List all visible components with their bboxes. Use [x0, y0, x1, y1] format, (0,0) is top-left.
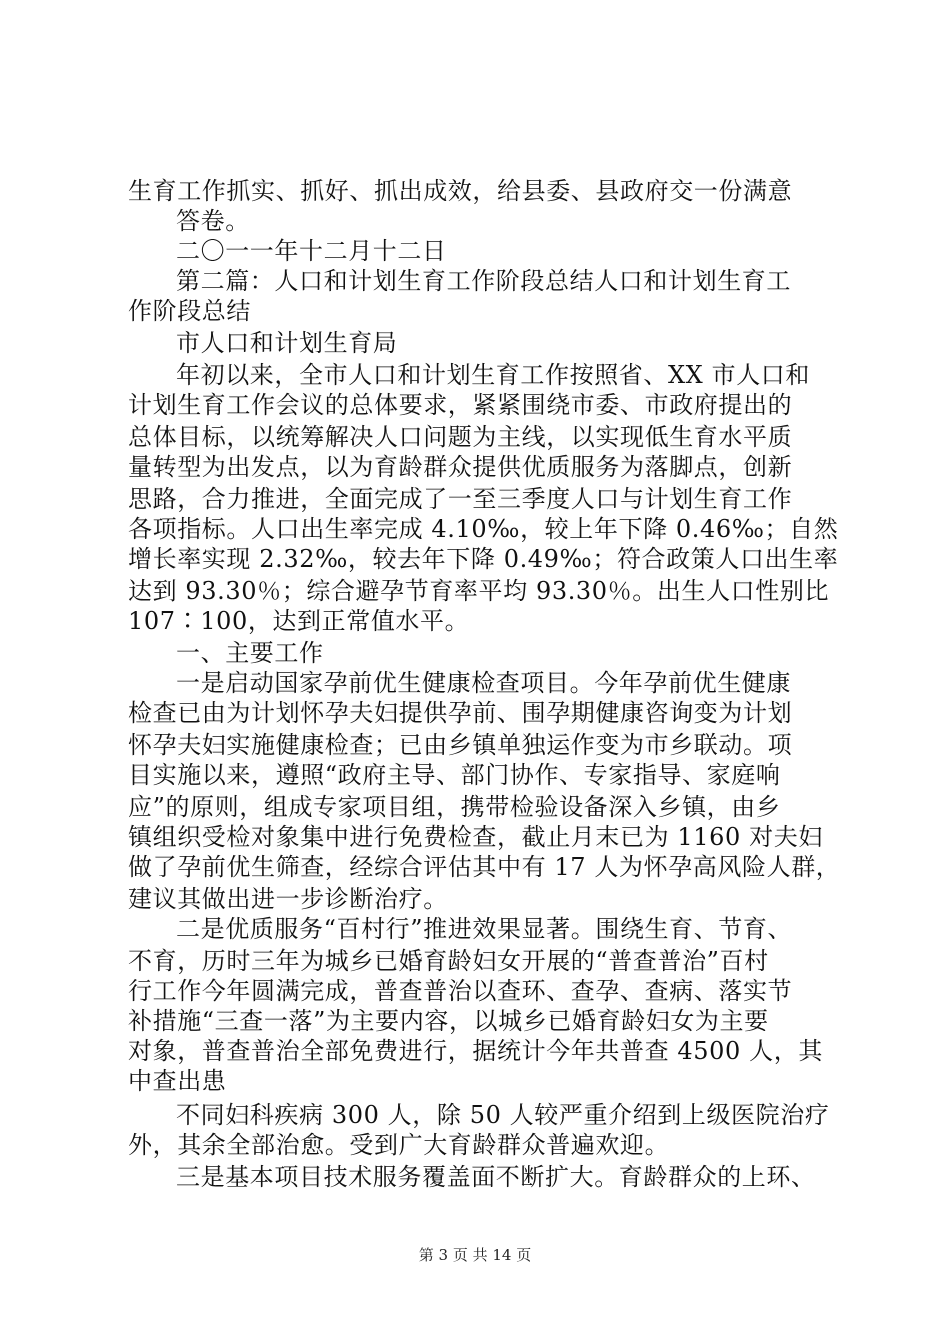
page-footer: 第 3 页 共 14 页	[418, 1246, 532, 1264]
text-line: 二〇一一年十二月十二日	[176, 237, 447, 265]
text-line: 二是优质服务“百村行”推进效果显著。围绕生育、节育、	[176, 915, 793, 943]
text-line: 计划生育工作会议的总体要求，紧紧围绕市委、市政府提出的	[128, 391, 793, 419]
text-line: 总体目标，以统筹解决人口问题为主线，以实现低生育水平质	[128, 423, 793, 451]
text-line: 检查已由为计划怀孕夫妇提供孕前、围孕期健康咨询变为计划	[128, 699, 793, 727]
text-line: 建议其做出进一步诊断治疗。	[128, 885, 448, 913]
text-line: 增长率实现 2.32‰，较去年下降 0.49‰；符合政策人口出生率	[128, 545, 839, 573]
text-line: 生育工作抓实、抓好、抓出成效，给县委、县政府交一份满意	[128, 177, 793, 205]
text-line: 不同妇科疾病 300 人，除 50 人较严重介绍到上级医院治疗	[176, 1101, 830, 1129]
text-line: 应”的原则，组成专家项目组，携带检验设备深入乡镇，由乡	[128, 793, 781, 821]
text-line: 思路，合力推进，全面完成了一至三季度人口与计划生育工作	[128, 485, 793, 513]
author-line: 市人口和计划生育局	[176, 329, 398, 357]
text-line: 对象，普查普治全部免费进行，据统计今年共普查 4500 人，其	[128, 1037, 823, 1065]
text-line: 107∶100，达到正常值水平。	[128, 607, 470, 635]
text-line: 量转型为出发点，以为育龄群众提供优质服务为落脚点，创新	[128, 453, 793, 481]
text-line: 三是基本项目技术服务覆盖面不断扩大。育龄群众的上环、	[176, 1163, 816, 1191]
text-line: 行工作今年圆满完成，普查普治以查环、查孕、查病、落实节	[128, 977, 793, 1005]
text-line: 各项指标。人口出生率完成 4.10‰，较上年下降 0.46‰；自然	[128, 515, 839, 543]
text-line: 目实施以来，遵照“政府主导、部门协作、专家指导、家庭响	[128, 761, 781, 789]
section-heading: 作阶段总结	[128, 297, 251, 325]
text-line: 达到 93.30％；综合避孕节育率平均 93.30％。出生人口性别比	[128, 577, 830, 605]
text-line: 中查出患	[128, 1067, 227, 1095]
text-line: 一是启动国家孕前优生健康检查项目。今年孕前优生健康	[176, 669, 791, 697]
text-line: 不育，历时三年为城乡已婚育龄妇女开展的“普查普治”百村	[128, 947, 769, 975]
text-line: 外，其余全部治愈。受到广大育龄群众普遍欢迎。	[128, 1131, 670, 1159]
text-line: 怀孕夫妇实施健康检查；已由乡镇单独运作变为市乡联动。项	[128, 731, 793, 759]
text-line: 做了孕前优生筛查，经综合评估其中有 17 人为怀孕高风险人群，	[128, 853, 841, 881]
subheading: 一、主要工作	[176, 639, 324, 667]
text-line: 补措施“三查一落”为主要内容，以城乡已婚育龄妇女为主要	[128, 1007, 769, 1035]
text-line: 镇组织受检对象集中进行免费检查，截止月末已为 1160 对夫妇	[128, 823, 823, 851]
text-line: 答卷。	[176, 207, 250, 235]
section-heading: 第二篇：人口和计划生育工作阶段总结人口和计划生育工	[176, 267, 791, 295]
text-line: 年初以来，全市人口和计划生育工作按照省、XX 市人口和	[176, 361, 810, 389]
